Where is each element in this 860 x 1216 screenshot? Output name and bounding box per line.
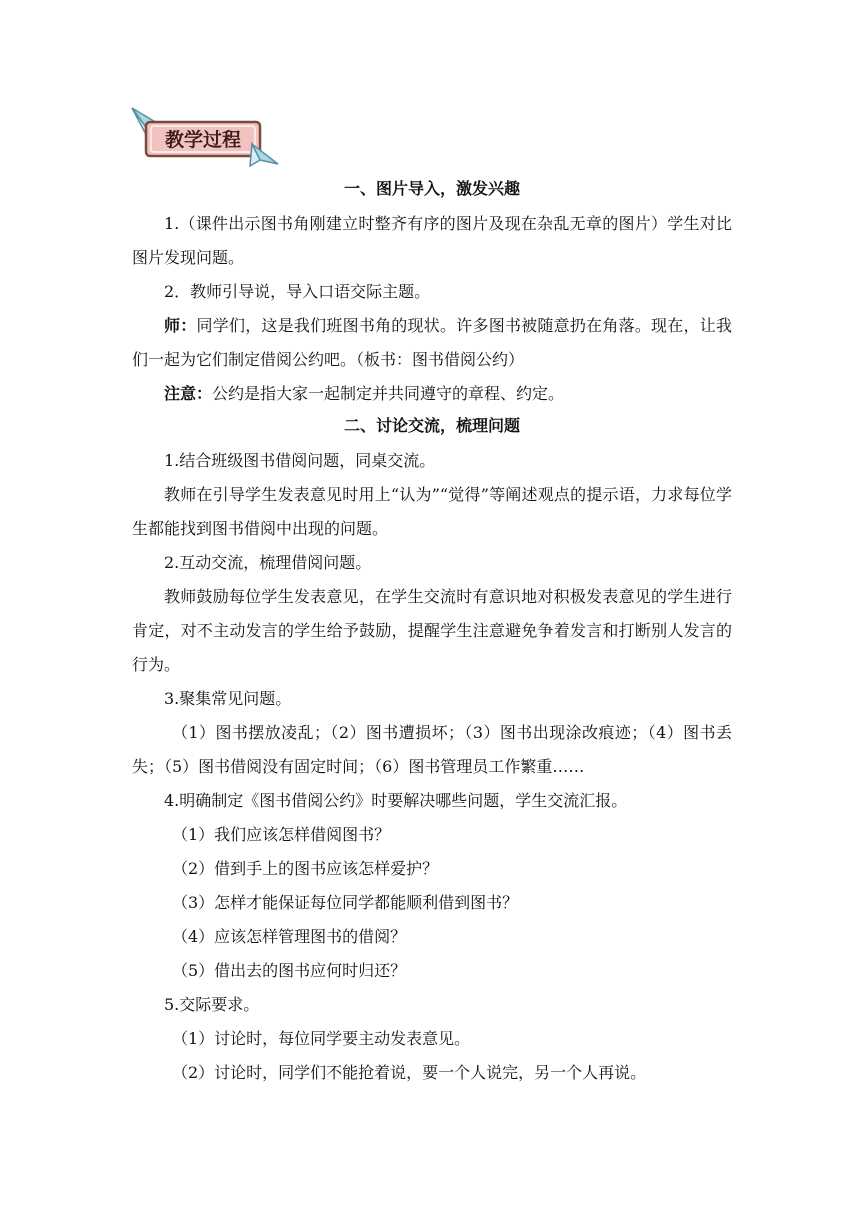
paragraph-text: 公约是指大家一起制定并共同遵守的章程、约定。 <box>212 384 565 403</box>
paragraph <box>132 377 732 411</box>
list-item: （1）图书摆放凌乱；（2）图书遭损坏；（3）图书出现涂改痕迹；（4）图书丢失；（5）图书借阅没有固定时间；（6）图书管理员工作繁重…… <box>132 723 732 776</box>
paragraph: 2.互动交流，梳理借阅问题。 <box>164 553 372 572</box>
paragraph: 1.（课件出示图书角刚建立时整齐有序的图片及现在杂乱无章的图片）学生对比图片发现问题。 <box>132 214 732 267</box>
paragraph-text: 同学们，这是我们班图书角的现状。许多图书被随意扔在角落。现在，让我们一起为它们制定借阅公约吧。（板书：图书借阅公约） <box>132 316 732 369</box>
list-item: （4）应该怎样管理图书的借阅？ <box>172 927 407 946</box>
paragraph: 教师在引导学生发表意见时用上“认为”“觉得”等阐述观点的提示语，力求每位学生都能找到图书借阅中出现的问题。 <box>132 485 732 538</box>
section-heading: 一、图片导入，激发兴趣 <box>343 179 520 198</box>
section-heading: 二、讨论交流，梳理问题 <box>343 416 520 435</box>
badge-title: 教学过程 <box>164 129 242 151</box>
paragraph: 4.明确制定《图书借阅公约》时要解决哪些问题，学生交流汇报。 <box>164 791 628 810</box>
paragraph: 1.结合班级图书借阅问题，同桌交流。 <box>164 451 436 470</box>
paragraph: 2．教师引导说，导入口语交际主题。 <box>164 282 431 301</box>
list-item: （1）讨论时，每位同学要主动发表意见。 <box>172 1029 471 1048</box>
list-item: （5）借出去的图书应何时归还？ <box>172 961 407 980</box>
section-badge <box>128 104 284 170</box>
paragraph: 教师鼓励每位学生发表意见，在学生交流时有意识地对积极发表意见的学生进行肯定，对不主动发言的学生给予鼓励，提醒学生注意避免争着发言和打断别人发言的行为。 <box>132 587 732 674</box>
speaker-label: 师： <box>164 316 197 335</box>
paragraph <box>132 309 732 377</box>
paper-plane-badge-icon <box>128 104 284 170</box>
lesson-content <box>132 174 732 1090</box>
paragraph: 3.聚集常见问题。 <box>164 689 292 708</box>
paragraph: 5.交际要求。 <box>164 995 260 1014</box>
note-label: 注意： <box>164 384 213 403</box>
list-item: （3）怎样才能保证每位同学都能顺利借到图书？ <box>172 893 519 912</box>
list-item: （1）我们应该怎样借阅图书？ <box>172 825 391 844</box>
list-item: （2）讨论时，同学们不能抢着说，要一个人说完，另一个人再说。 <box>172 1063 647 1082</box>
list-item: （2）借到手上的图书应该怎样爱护？ <box>172 859 439 878</box>
